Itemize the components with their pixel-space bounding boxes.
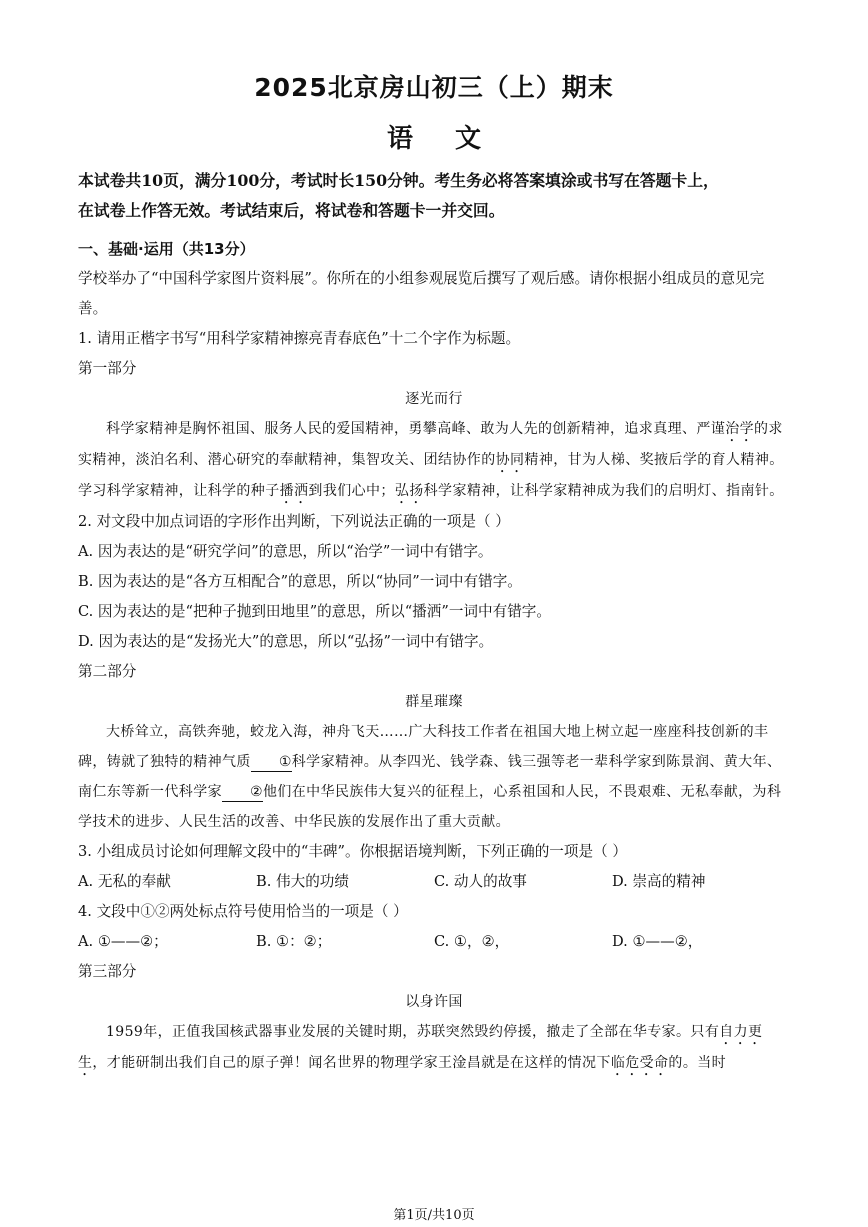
q2-option-a: A. 因为表达的是“研究学问”的意思，所以“治学”一词中有错字。 [78,543,493,560]
q4-options [78,927,790,957]
part-3-passage: 1959年，正值我国核武器事业发展的关键时期，苏联突然毁约停援，撤走了全部在华专家。只有自力更生，才能研制出我们自己的原子弹！闻名世界的物理学家王淦昌就是在这样的情况下临危受命的。当时 [78,1024,763,1071]
blank-1: ① [251,753,292,772]
q3-option-d: D. 崇高的精神 [612,873,706,890]
section-basics [78,234,790,1079]
q2-option-c: C. 因为表达的是“把种子抛到田地里”的意思，所以“播洒”一词中有错字。 [78,603,551,620]
section-heading: 一、基础·运用（共13分） [78,240,255,258]
instructions-line-1: 本试卷共10页，满分100分，考试时长150分钟。考生务必将答案填涂或书写在答题卡上， [78,171,719,190]
q2-option-d: D. 因为表达的是“发扬光大”的意思，所以“弘扬”一词中有错字。 [78,633,494,650]
exam-title: 2025北京房山初三（上）期末 [254,73,614,102]
part-3-title: 以身许国 [405,994,463,1010]
part-2-label: 第二部分 [78,663,137,680]
q4-option-d: D. ①——②， [612,933,703,950]
question-1: 1. 请用正楷字书写“用科学家精神擦亮青春底色”十二个字作为标题。 [78,330,521,347]
part-2-title: 群星璀璨 [405,694,463,710]
q3-options [78,867,790,897]
q3-option-c: C. 动人的故事 [434,873,527,890]
dotted-word-linwei: 临危受命 [610,1055,669,1071]
question-4: 4. 文段中①②两处标点符号使用恰当的一项是（ ） [78,903,408,920]
part-2-passage: 大桥耸立，高铁奔驰，蛟龙入海，神舟飞天……广大科技工作者在祖国大地上树立起一座座科技创新的丰碑，铸就了独特的精神气质 ①科学家精神。从李四光、钱学森、钱三强等老一辈科学家到陈景润、黄大年、南仁东等新一代科学家 ②他们在中华民族伟大复兴的征程上，心系祖国和人民，不畏艰难、无私奉献，为科学技术的进步、人民生活的改善、中华民族的发展作出了重大贡献。 [78,724,782,830]
section-lead: 学校举办了“中国科学家图片资料展”。你所在的小组参观展览后撰写了观后感。请你根据小组成员的意见完善。 [78,270,765,317]
dotted-word-zili: 自力更生 [78,1024,763,1071]
question-2: 2. 对文段中加点词语的字形作出判断，下列说法正确的一项是（ ） [78,513,510,530]
q3-option-b: B. 伟大的功绩 [256,873,349,890]
part-1-title: 逐光而行 [405,391,463,407]
dotted-word-hongyang: 弘扬 [394,483,424,499]
page-number: 第1页/共10页 [393,1208,475,1223]
dotted-word-xietong: 协同 [495,452,525,468]
q2-option-b: B. 因为表达的是“各方互相配合”的意思，所以“协同”一词中有错字。 [78,573,522,590]
blank-2: ② [222,783,263,802]
q4-option-a: A. ①——②； [78,933,168,950]
dotted-word-zhixue: 治学 [725,421,755,437]
instructions-line-2: 在试卷上作答无效。考试结束后，将试卷和答题卡一并交回。 [78,201,505,220]
part-3-label: 第三部分 [78,963,137,980]
exam-instructions [78,166,790,226]
q4-option-c: C. ①，②， [434,933,510,950]
dotted-word-bosa: 播洒 [279,483,309,499]
q3-option-a: A. 无私的奉献 [78,873,171,890]
q4-option-b: B. ①：②； [256,933,332,950]
subject-title: 语文 [386,124,523,154]
part-1-label: 第一部分 [78,360,137,377]
part-1-passage: 科学家精神是胸怀祖国、服务人民的爱国精神，勇攀高峰、敢为人先的创新精神，追求真理、严谨治学的求实精神，淡泊名利、潜心研究的奉献精神，集智攻关、团结协作的协同精神，甘为人梯、奖掖后学的育人精神。学习科学家精神，让科学的种子播洒到我们心中；弘扬科学家精神，让科学家精神成为我们的启明灯、指南针。 [78,421,784,499]
question-3: 3. 小组成员讨论如何理解文段中的“丰碑”。你根据语境判断，下列正确的一项是（ ） [78,843,627,860]
